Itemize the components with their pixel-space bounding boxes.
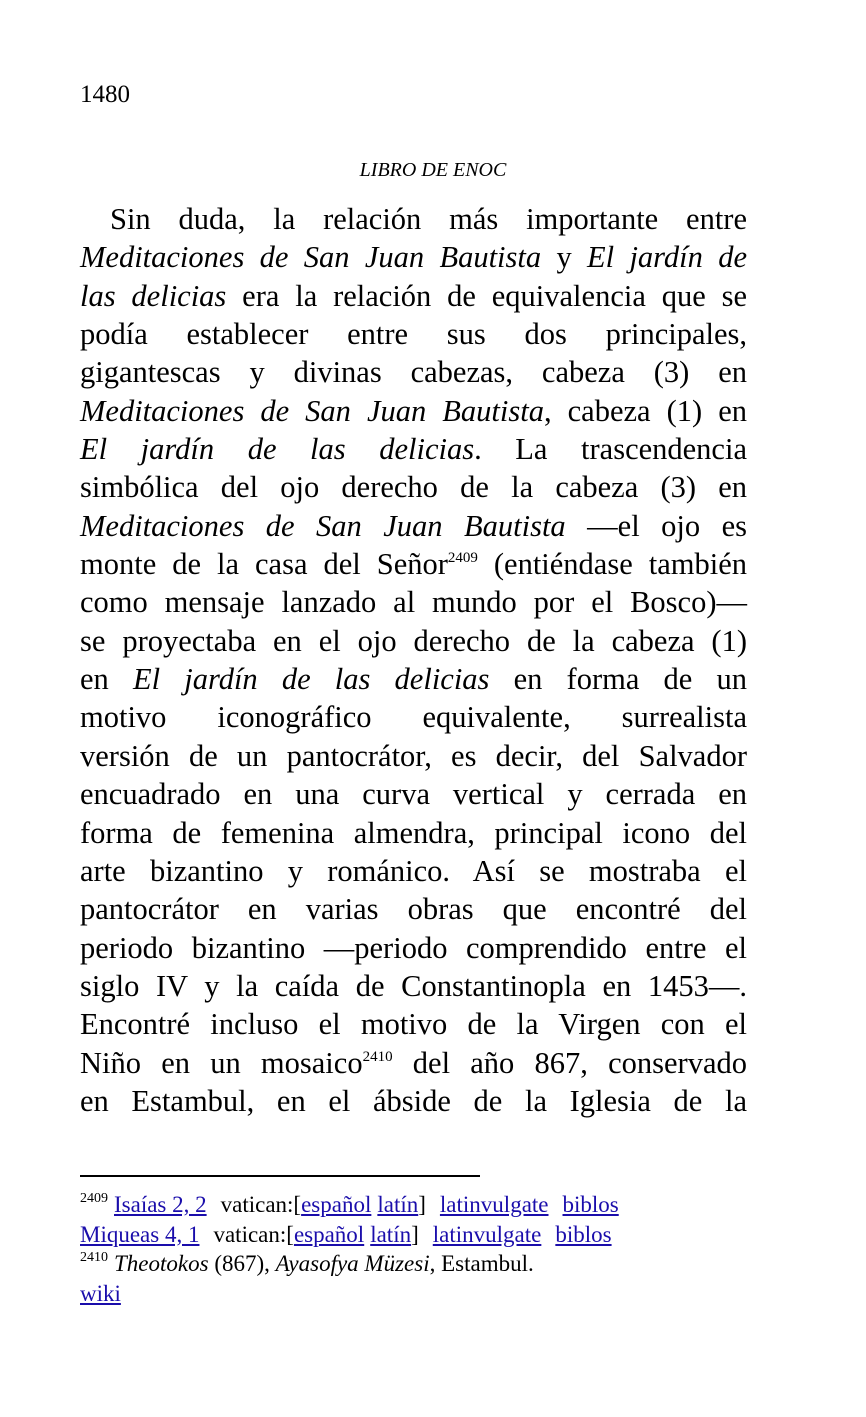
body-text-run: —el ojo es bbox=[565, 508, 747, 543]
footnote-number: 2409 bbox=[80, 1191, 108, 1206]
latinvulgate-link[interactable]: latinvulgate bbox=[432, 1221, 542, 1247]
museum-name: Ayasofya Müzesi bbox=[275, 1251, 430, 1276]
body-line: forma de femenina almendra, principal icono del bbox=[80, 815, 747, 850]
footnotes bbox=[80, 1190, 780, 1308]
body-line bbox=[80, 392, 747, 430]
body-line: gigantescas y divinas cabezas, cabeza (3) en bbox=[80, 355, 747, 390]
footnote-2409 bbox=[80, 1190, 780, 1220]
bracket-close: ] bbox=[411, 1221, 419, 1247]
body-line: pantocrátor en varias obras que encontré del bbox=[80, 892, 747, 927]
body-line: periodo bizantino —periodo comprendido entre el bbox=[80, 930, 747, 965]
latinvulgate-link[interactable]: latinvulgate bbox=[439, 1192, 549, 1217]
bracket-close: ] bbox=[418, 1192, 426, 1217]
body-line: motivo iconográfico equivalente, surrealista bbox=[80, 700, 747, 735]
body-line: arte bizantino y románico. Así se mostraba el bbox=[80, 853, 747, 888]
body-paragraph bbox=[80, 200, 747, 1120]
body-text-run: del año 867, conservado bbox=[392, 1045, 747, 1080]
footnote-2410 bbox=[80, 1249, 780, 1279]
body-line: encuadrado en una curva vertical y cerrada en bbox=[80, 777, 747, 812]
work-title: Meditaciones de San Juan Bautista bbox=[80, 508, 566, 543]
artwork-title: Theotokos bbox=[114, 1251, 209, 1276]
body-line: simbólica del ojo derecho de la cabeza (3) en bbox=[80, 470, 747, 505]
isaias-link[interactable]: Isaías 2, 2 bbox=[114, 1192, 207, 1217]
body-text-run: en bbox=[80, 662, 133, 697]
body-line: podía establecer entre sus dos principales, bbox=[80, 317, 747, 352]
body-text-run: monte de la casa del Señor bbox=[80, 547, 448, 582]
biblos-link[interactable]: biblos bbox=[562, 1192, 619, 1217]
body-line bbox=[80, 660, 747, 698]
biblos-link[interactable]: biblos bbox=[555, 1221, 612, 1247]
espanol-link[interactable]: español bbox=[301, 1192, 372, 1217]
body-line bbox=[80, 1044, 747, 1082]
body-line bbox=[80, 277, 747, 315]
latin-link[interactable]: latín bbox=[370, 1221, 412, 1247]
running-title: LIBRO DE ENOC bbox=[359, 159, 507, 181]
city-name: , Estambul. bbox=[429, 1251, 534, 1276]
body-line: Sin duda, la relación más importante entre bbox=[110, 202, 747, 236]
body-line: siglo IV y la caída de Constantinopla en 1453—. bbox=[80, 968, 747, 1003]
footnote-divider bbox=[80, 1175, 480, 1177]
body-line: en Estambul, en el ábside de la Iglesia de la bbox=[80, 1083, 747, 1118]
body-line: versión de un pantocrátor, es decir, del Salvador bbox=[80, 738, 747, 773]
work-title: las delicias bbox=[80, 278, 227, 313]
body-text-run: Niño en un mosaico bbox=[80, 1045, 363, 1080]
work-title: El jardín de bbox=[587, 240, 748, 275]
body-line: se proyectaba en el ojo derecho de la cabeza (1) bbox=[80, 623, 747, 658]
body-line: como mensaje lanzado al mundo por el Bosco)— bbox=[80, 585, 747, 620]
body-line: Encontré incluso el motivo de la Virgen con el bbox=[80, 1007, 747, 1042]
work-title: El jardín de las delicias bbox=[80, 432, 475, 467]
body-text-run: , cabeza (1) en bbox=[543, 393, 747, 428]
body-text-run: era la relación de equivalencia que se bbox=[226, 278, 747, 313]
footnote-2409-second-ref bbox=[80, 1220, 780, 1250]
page-number: 1480 bbox=[80, 81, 130, 108]
body-line bbox=[80, 238, 747, 276]
wiki-link[interactable]: wiki bbox=[80, 1280, 121, 1306]
latin-link[interactable]: latín bbox=[377, 1192, 419, 1217]
body-text-run: (entiéndase también bbox=[477, 547, 747, 582]
work-title: Meditaciones de San Juan Bautista bbox=[80, 240, 542, 275]
vatican-label: vatican:[ bbox=[220, 1192, 302, 1217]
footnote-number: 2410 bbox=[80, 1250, 108, 1265]
body-text-run: y bbox=[541, 240, 588, 275]
artwork-year: (867), bbox=[208, 1251, 276, 1276]
body-line bbox=[80, 430, 747, 468]
espanol-link[interactable]: español bbox=[293, 1221, 365, 1247]
miqueas-link[interactable]: Miqueas 4, 1 bbox=[80, 1221, 200, 1247]
work-title: Meditaciones de San Juan Bautista bbox=[80, 393, 544, 428]
footnote-ref-2410: 2410 bbox=[362, 1048, 393, 1065]
body-line bbox=[80, 545, 747, 583]
work-title: El jardín de las delicias bbox=[132, 662, 490, 697]
footnote-2410-link-line bbox=[80, 1279, 780, 1309]
body-text-run: en forma de un bbox=[489, 662, 747, 697]
body-text-run: . La trascendencia bbox=[474, 432, 747, 467]
body-line bbox=[80, 507, 747, 545]
vatican-label: vatican:[ bbox=[213, 1221, 294, 1247]
footnote-ref-2409: 2409 bbox=[447, 550, 478, 567]
